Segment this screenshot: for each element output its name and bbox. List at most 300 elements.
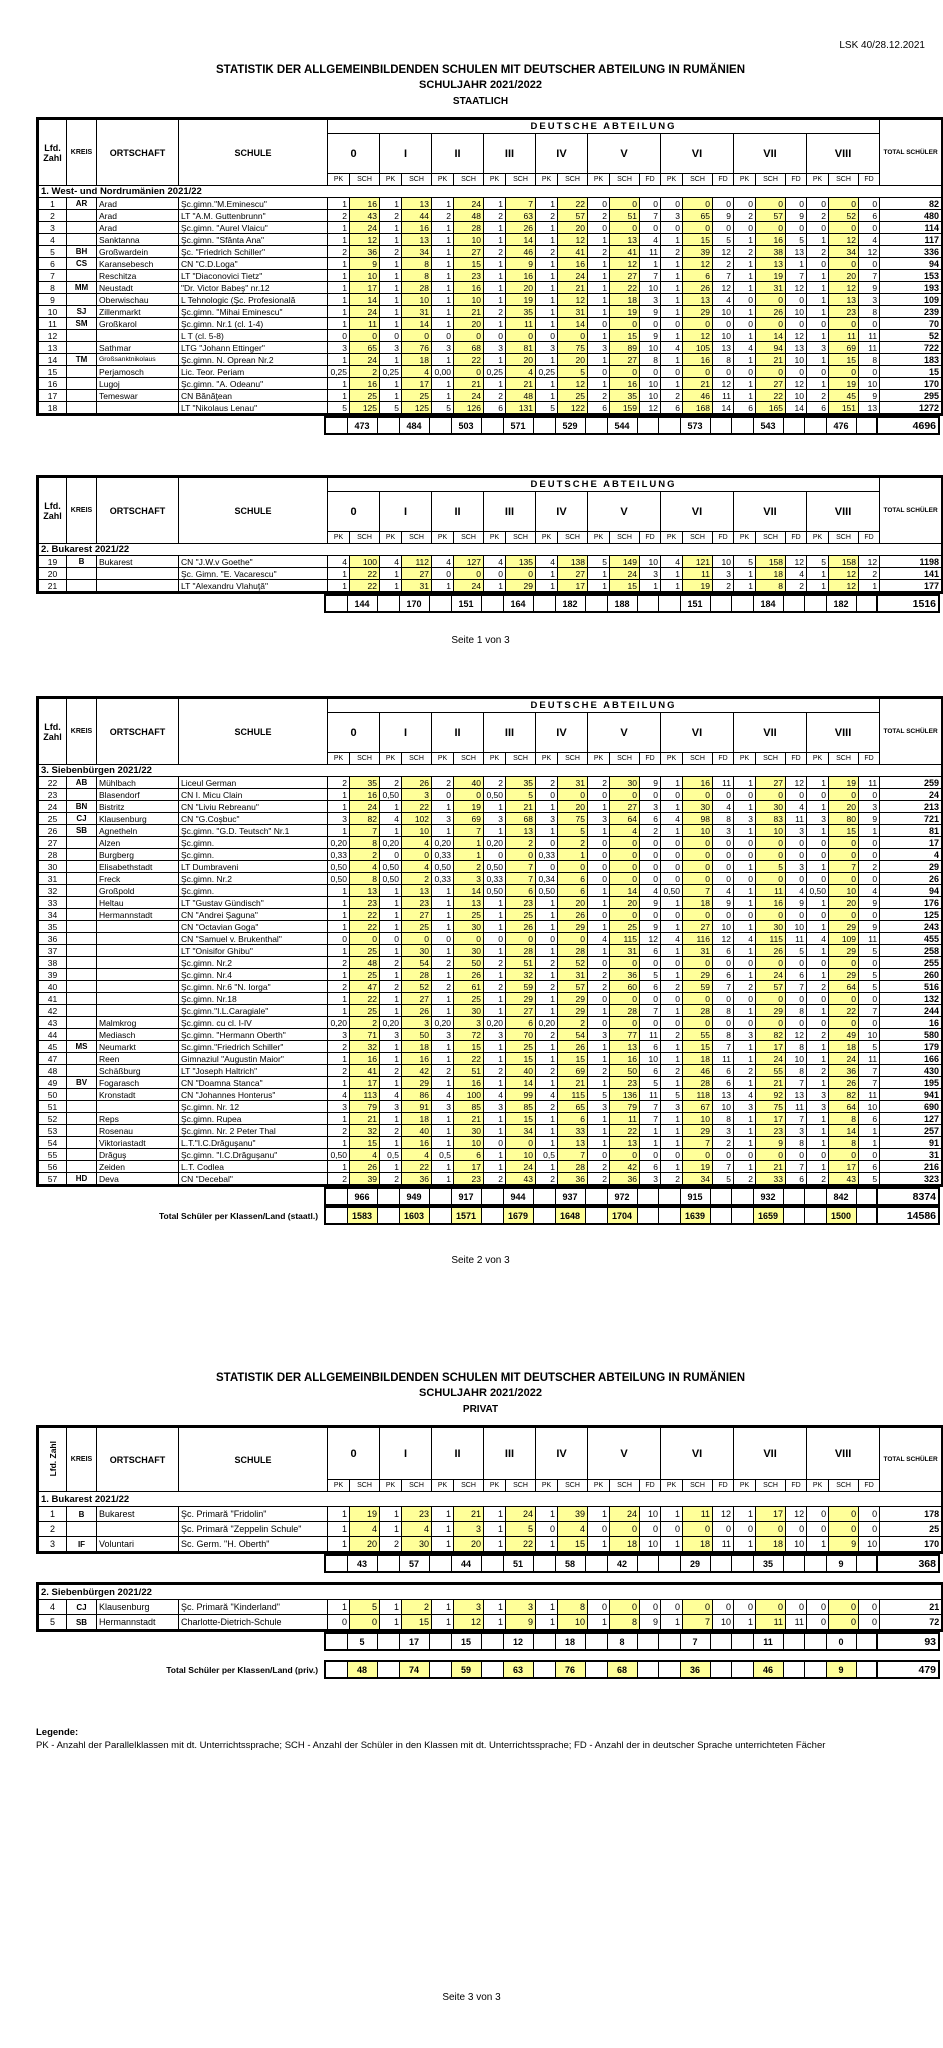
cell-fd: 7 xyxy=(713,270,734,282)
cell-pk: 1 xyxy=(484,580,506,592)
row-number: 33 xyxy=(39,897,67,909)
cell-sch: 31 xyxy=(756,282,786,294)
cell-sch: 23 xyxy=(402,897,432,909)
cell-fd: 8 xyxy=(859,306,880,318)
ortschaft-cell: Arad xyxy=(97,210,179,222)
row-number: 10 xyxy=(39,306,67,318)
cell-pk: 0,33 xyxy=(328,849,350,861)
schule-cell: LT "Nikolaus Lenau" xyxy=(179,402,328,414)
cell-sch: 79 xyxy=(610,1101,640,1113)
cell-pk: 0 xyxy=(807,1600,829,1615)
cell-sch: 17 xyxy=(454,1161,484,1173)
cell-sch: 26 xyxy=(402,1005,432,1017)
total-sch-cell: 1659 xyxy=(753,1207,783,1224)
cell-sch: 14 xyxy=(506,234,536,246)
schule-cell: Şc. "Friedrich Schiller" xyxy=(179,246,328,258)
total-sch-cell: 151 xyxy=(680,595,710,612)
cell-pk: 2 xyxy=(432,1065,454,1077)
header-row xyxy=(39,1428,942,1480)
cell-fd: 0 xyxy=(713,789,734,801)
cell-sch: 11 xyxy=(683,1507,713,1522)
col-sch: SCH xyxy=(350,532,380,544)
total-pk-cell xyxy=(585,595,607,612)
cell-sch: 48 xyxy=(350,957,380,969)
cell-sch: 112 xyxy=(402,556,432,568)
cell-sch: 7 xyxy=(683,885,713,897)
ortschaft-cell xyxy=(97,1005,179,1017)
col-pk: PK xyxy=(380,174,402,186)
table-mount-bukarest xyxy=(36,475,940,613)
cell-sch: 50 xyxy=(610,1065,640,1077)
cell-sch: 3 xyxy=(454,1600,484,1615)
total-pk-cell xyxy=(429,1555,451,1572)
cell-fd: 10 xyxy=(713,306,734,318)
total-pk-cell xyxy=(731,1207,753,1224)
cell-fd: 5 xyxy=(713,1173,734,1185)
cell-pk: 3 xyxy=(588,1101,610,1113)
row-number: 9 xyxy=(39,294,67,306)
total-sch-cell: 944 xyxy=(503,1188,533,1205)
row-number: 47 xyxy=(39,1053,67,1065)
schule-cell: CN "J.W.v Goethe" xyxy=(179,556,328,568)
cell-sch: 13 xyxy=(558,1137,588,1149)
cell-sch: 168 xyxy=(683,402,713,414)
total-fd-cell xyxy=(710,1188,731,1205)
cell-fd: 5 xyxy=(713,234,734,246)
kreis-cell: SB xyxy=(67,1615,97,1630)
cell-sch: 0 xyxy=(829,837,859,849)
cell-pk: 0,20 xyxy=(432,1017,454,1029)
total-cell: 153 xyxy=(880,270,942,282)
total-cell: 132 xyxy=(880,993,942,1005)
cell-sch: 3 xyxy=(402,789,432,801)
col-pk: PK xyxy=(484,1480,506,1492)
cell-sch: 11 xyxy=(756,1615,786,1630)
cell-sch: 21 xyxy=(756,1161,786,1173)
cell-sch: 16 xyxy=(350,789,380,801)
col-sch: SCH xyxy=(506,1480,536,1492)
totals-strip xyxy=(36,1632,940,1651)
page-subtitle: SCHULJAHR 2021/2022 xyxy=(419,79,542,91)
table-mount-privat xyxy=(36,1425,940,1679)
cell-fd: 0 xyxy=(859,849,880,861)
cell-sch: 13 xyxy=(756,258,786,270)
cell-fd: 6 xyxy=(786,969,807,981)
cell-fd: 10 xyxy=(786,921,807,933)
row-number: 1 xyxy=(39,198,67,210)
cell-pk: 1 xyxy=(380,1005,402,1017)
cell-pk: 2 xyxy=(380,1173,402,1185)
cell-sch: 131 xyxy=(506,402,536,414)
col-sch: SCH xyxy=(506,753,536,765)
cell-fd: 9 xyxy=(859,921,880,933)
kreis-cell xyxy=(67,1149,97,1161)
total-sch-cell: 9 xyxy=(826,1661,856,1678)
ortschaft-cell xyxy=(97,1101,179,1113)
cell-fd: 0 xyxy=(786,1017,807,1029)
cell-pk: 1 xyxy=(588,234,610,246)
cell-sch: 9 xyxy=(756,1137,786,1149)
table-row xyxy=(39,873,942,885)
cell-pk: 1 xyxy=(380,1041,402,1053)
total-cell: 1272 xyxy=(880,402,942,414)
cell-fd: 10 xyxy=(786,306,807,318)
cell-pk: 1 xyxy=(734,897,756,909)
schule-cell: Şc.gimn. xyxy=(179,837,328,849)
cell-sch: 28 xyxy=(558,1161,588,1173)
cell-sch: 14 xyxy=(454,885,484,897)
cell-sch: 8 xyxy=(829,1137,859,1149)
cell-sch: 28 xyxy=(454,222,484,234)
cell-sch: 30 xyxy=(454,945,484,957)
cell-pk: 3 xyxy=(734,1029,756,1041)
cell-sch: 0 xyxy=(756,1522,786,1537)
cell-pk: 5 xyxy=(536,402,558,414)
totals-spacer xyxy=(36,595,325,612)
col-fd: FD xyxy=(640,1480,661,1492)
cell-pk: 0,33 xyxy=(432,849,454,861)
cell-sch: 116 xyxy=(683,933,713,945)
cell-pk: 1 xyxy=(807,1537,829,1552)
cell-sch: 122 xyxy=(558,402,588,414)
cell-pk: 0 xyxy=(661,873,683,885)
col-pk: PK xyxy=(484,532,506,544)
cell-pk: 1 xyxy=(536,306,558,318)
cell-pk: 0 xyxy=(734,366,756,378)
cell-pk: 0 xyxy=(734,1149,756,1161)
cell-sch: 0 xyxy=(756,198,786,210)
cell-sch: 24 xyxy=(610,568,640,580)
cell-sch: 0 xyxy=(829,873,859,885)
cell-pk: 0 xyxy=(484,330,506,342)
page-title: STATISTIK DER ALLGEMEINBILDENDEN SCHULEN MIT DEUTSCHER ABTEILUNG IN RUMÄNIEN xyxy=(216,64,745,76)
total-cell: 216 xyxy=(880,1161,942,1173)
cell-pk: 3 xyxy=(588,813,610,825)
cell-fd: 0 xyxy=(859,258,880,270)
cell-fd: 5 xyxy=(786,945,807,957)
ortschaft-cell: Neustadt xyxy=(97,282,179,294)
cell-pk: 2 xyxy=(661,1173,683,1185)
cell-pk: 1 xyxy=(484,1053,506,1065)
cell-sch: 158 xyxy=(756,556,786,568)
cell-pk: 1 xyxy=(328,897,350,909)
cell-fd: 13 xyxy=(786,342,807,354)
cell-fd: 7 xyxy=(786,1077,807,1089)
cell-sch: 6 xyxy=(683,270,713,282)
row-number: 41 xyxy=(39,993,67,1005)
cell-sch: 0 xyxy=(683,873,713,885)
cell-pk: 0 xyxy=(588,1149,610,1161)
kreis-cell: AR xyxy=(67,198,97,210)
cell-pk: 1 xyxy=(432,885,454,897)
col-total-schueler: TOTAL SCHÜLER xyxy=(880,1428,942,1492)
total-schueler-cell: 479 xyxy=(877,1661,939,1678)
cell-sch: 20 xyxy=(829,270,859,282)
page-number-2: Seite 2 von 3 xyxy=(451,1255,510,1266)
cell-pk: 1 xyxy=(734,306,756,318)
cell-pk: 1 xyxy=(661,897,683,909)
col-pk: PK xyxy=(380,753,402,765)
cell-pk: 4 xyxy=(328,556,350,568)
table-row xyxy=(39,378,942,390)
cell-sch: 19 xyxy=(829,777,859,789)
cell-sch: 38 xyxy=(756,246,786,258)
cell-sch: 29 xyxy=(683,969,713,981)
cell-pk: 2 xyxy=(484,957,506,969)
cell-pk: 1 xyxy=(661,1113,683,1125)
cell-fd: 8 xyxy=(713,354,734,366)
cell-sch: 115 xyxy=(558,1089,588,1101)
cell-pk: 3 xyxy=(734,813,756,825)
cell-pk: 1 xyxy=(380,1053,402,1065)
cell-sch: 11 xyxy=(829,330,859,342)
table-row xyxy=(39,837,942,849)
cell-fd: 7 xyxy=(786,270,807,282)
cell-pk: 1 xyxy=(484,1005,506,1017)
cell-sch: 1 xyxy=(454,849,484,861)
schule-cell: Sc.gimn."Friedrich Schiller" xyxy=(179,1041,328,1053)
cell-pk: 4 xyxy=(734,933,756,945)
cell-sch: 0 xyxy=(829,993,859,1005)
cell-sch: 0 xyxy=(683,1522,713,1537)
cell-sch: 40 xyxy=(506,1065,536,1077)
cell-fd: 2 xyxy=(713,580,734,592)
total-fd-cell xyxy=(856,417,877,434)
total-sch-cell: 529 xyxy=(555,417,585,434)
total-pk-cell xyxy=(804,1188,826,1205)
cell-fd: 0 xyxy=(640,849,661,861)
totals-spacer xyxy=(36,1188,325,1205)
col-grade-0: 0 xyxy=(328,713,380,753)
cell-sch: 22 xyxy=(350,993,380,1005)
total-fd-cell xyxy=(637,417,658,434)
table-row xyxy=(39,885,942,897)
cell-pk: 0,25 xyxy=(484,366,506,378)
cell-pk: 0 xyxy=(588,909,610,921)
header-row xyxy=(39,478,942,492)
cell-fd: 10 xyxy=(640,390,661,402)
cell-pk: 2 xyxy=(380,1065,402,1077)
col-pk: PK xyxy=(484,753,506,765)
cell-pk: 1 xyxy=(734,390,756,402)
cell-pk: 1 xyxy=(484,282,506,294)
cell-pk: 0 xyxy=(661,861,683,873)
cell-pk: 1 xyxy=(588,1537,610,1552)
cell-pk: 1 xyxy=(536,945,558,957)
cell-sch: 0 xyxy=(350,330,380,342)
col-grade-VI: VI xyxy=(661,492,734,532)
ortschaft-cell: Karansebesch xyxy=(97,258,179,270)
cell-pk: 1 xyxy=(380,945,402,957)
cell-sch: 151 xyxy=(829,402,859,414)
cell-sch: 31 xyxy=(558,777,588,789)
cell-sch: 0 xyxy=(756,318,786,330)
cell-fd: 11 xyxy=(713,390,734,402)
section-header-row xyxy=(39,544,942,556)
cell-sch: 22 xyxy=(350,580,380,592)
schule-cell: CN "Decebal" xyxy=(179,1173,328,1185)
schule-cell: Şc.gimn. "Aurel Vlaicu" xyxy=(179,222,328,234)
cell-fd: 8 xyxy=(640,354,661,366)
cell-pk: 1 xyxy=(536,222,558,234)
cell-sch: 0 xyxy=(683,1600,713,1615)
cell-sch: 35 xyxy=(610,390,640,402)
cell-pk: 0 xyxy=(588,198,610,210)
cell-fd: 8 xyxy=(786,1065,807,1077)
kreis-cell: B xyxy=(67,1507,97,1522)
total-sch-cell: 476 xyxy=(826,417,856,434)
table-row xyxy=(39,282,942,294)
ortschaft-cell: Freck xyxy=(97,873,179,885)
cell-pk: 1 xyxy=(807,1161,829,1173)
ortschaft-cell: Großkarol xyxy=(97,318,179,330)
table-row xyxy=(39,342,942,354)
cell-pk: 3 xyxy=(807,342,829,354)
total-fd-cell xyxy=(637,1661,658,1678)
cell-sch: 54 xyxy=(402,957,432,969)
total-fd-cell xyxy=(783,595,804,612)
cell-sch: 92 xyxy=(756,1089,786,1101)
kreis-cell: SB xyxy=(67,825,97,837)
ortschaft-cell: Reen xyxy=(97,1053,179,1065)
cell-pk: 0 xyxy=(536,1522,558,1537)
cell-pk: 2 xyxy=(536,1065,558,1077)
col-pk: PK xyxy=(536,753,558,765)
total-sch-cell: 949 xyxy=(399,1188,429,1205)
cell-sch: 21 xyxy=(558,282,588,294)
grand-total-strip xyxy=(36,1660,940,1679)
cell-sch: 2 xyxy=(350,366,380,378)
cell-sch: 16 xyxy=(402,1053,432,1065)
cell-pk: 1 xyxy=(380,1600,402,1615)
cell-pk: 0 xyxy=(536,861,558,873)
cell-pk: 1 xyxy=(588,897,610,909)
total-sch-cell: 46 xyxy=(753,1661,783,1678)
cell-fd: 0 xyxy=(713,366,734,378)
total-cell: 179 xyxy=(880,1041,942,1053)
total-cell: 941 xyxy=(880,1089,942,1101)
cell-fd: 2 xyxy=(713,258,734,270)
schule-cell: Şc.gimn. cu cl. I-IV xyxy=(179,1017,328,1029)
cell-sch: 13 xyxy=(610,1137,640,1149)
row-number: 3 xyxy=(39,1537,67,1552)
total-sch-cell: 36 xyxy=(680,1661,710,1678)
cell-fd: 7 xyxy=(640,1101,661,1113)
cell-fd: 0 xyxy=(713,318,734,330)
ortschaft-cell: Sanktanna xyxy=(97,234,179,246)
cell-sch: 29 xyxy=(506,993,536,1005)
cell-pk: 0 xyxy=(807,366,829,378)
cell-fd: 6 xyxy=(859,1113,880,1125)
cell-sch: 23 xyxy=(454,1173,484,1185)
cell-fd: 11 xyxy=(786,933,807,945)
cell-pk: 1 xyxy=(588,921,610,933)
col-grade-II: II xyxy=(432,492,484,532)
cell-sch: 27 xyxy=(756,378,786,390)
cell-sch: 18 xyxy=(683,1537,713,1552)
cell-pk: 0 xyxy=(807,909,829,921)
cell-pk: 1 xyxy=(536,909,558,921)
col-kreis: KREIS xyxy=(67,699,97,765)
kreis-cell xyxy=(67,993,97,1005)
cell-fd: 4 xyxy=(713,801,734,813)
cell-fd: 9 xyxy=(640,921,661,933)
cell-fd: 7 xyxy=(859,1005,880,1017)
col-kreis: KREIS xyxy=(67,1428,97,1492)
col-lfd-zahl: Lfd. Zahl xyxy=(39,699,67,765)
col-schule: SCHULE xyxy=(179,120,328,186)
cell-fd: 11 xyxy=(859,1053,880,1065)
cell-fd: 9 xyxy=(640,306,661,318)
cell-fd: 3 xyxy=(786,861,807,873)
cell-pk: 0 xyxy=(588,957,610,969)
col-sch: SCH xyxy=(402,753,432,765)
cell-sch: 21 xyxy=(350,1113,380,1125)
cell-sch: 27 xyxy=(756,777,786,789)
ortschaft-cell: Elisabethstadt xyxy=(97,861,179,873)
cell-sch: 57 xyxy=(558,981,588,993)
table-row xyxy=(39,897,942,909)
cell-pk: 1 xyxy=(536,993,558,1005)
cell-sch: 0 xyxy=(683,1149,713,1161)
cell-sch: 4 xyxy=(350,861,380,873)
col-fd: FD xyxy=(713,532,734,544)
cell-fd: 5 xyxy=(786,234,807,246)
cell-sch: 40 xyxy=(402,1125,432,1137)
total-sch-cell: 15 xyxy=(451,1633,481,1650)
cell-fd: 3 xyxy=(640,294,661,306)
cell-pk: 0,50 xyxy=(484,885,506,897)
cell-fd: 10 xyxy=(640,1053,661,1065)
cell-pk: 1 xyxy=(807,801,829,813)
cell-sch: 30 xyxy=(610,777,640,789)
cell-fd: 0 xyxy=(786,222,807,234)
cell-sch: 25 xyxy=(350,390,380,402)
cell-pk: 2 xyxy=(484,210,506,222)
col-pk: PK xyxy=(588,753,610,765)
cell-fd: 0 xyxy=(640,909,661,921)
cell-fd: 3 xyxy=(640,1173,661,1185)
cell-pk: 3 xyxy=(588,1029,610,1041)
cell-pk: 0 xyxy=(734,318,756,330)
cell-pk: 0 xyxy=(661,909,683,921)
cell-pk: 5 xyxy=(380,402,402,414)
cell-pk: 1 xyxy=(484,1537,506,1552)
total-cell: 213 xyxy=(880,801,942,813)
total-sch-cell: 11 xyxy=(753,1633,783,1650)
col-pk: PK xyxy=(380,532,402,544)
cell-sch: 12 xyxy=(350,234,380,246)
row-number: 31 xyxy=(39,873,67,885)
cell-sch: 100 xyxy=(350,556,380,568)
cell-sch: 24 xyxy=(756,969,786,981)
ortschaft-cell xyxy=(97,402,179,414)
cell-pk: 1 xyxy=(484,198,506,210)
cell-pk: 0 xyxy=(734,993,756,1005)
cell-pk: 0 xyxy=(661,993,683,1005)
total-cell: 94 xyxy=(880,258,942,270)
total-cell: 117 xyxy=(880,234,942,246)
cell-sch: 3 xyxy=(454,1017,484,1029)
cell-sch: 0 xyxy=(829,1507,859,1522)
cell-fd: 6 xyxy=(859,1161,880,1173)
cell-pk: 1 xyxy=(588,1053,610,1065)
col-fd: FD xyxy=(640,174,661,186)
cell-sch: 29 xyxy=(558,1005,588,1017)
total-schueler-cell: 8374 xyxy=(877,1188,939,1205)
cell-sch: 99 xyxy=(506,1089,536,1101)
table-row xyxy=(39,246,942,258)
